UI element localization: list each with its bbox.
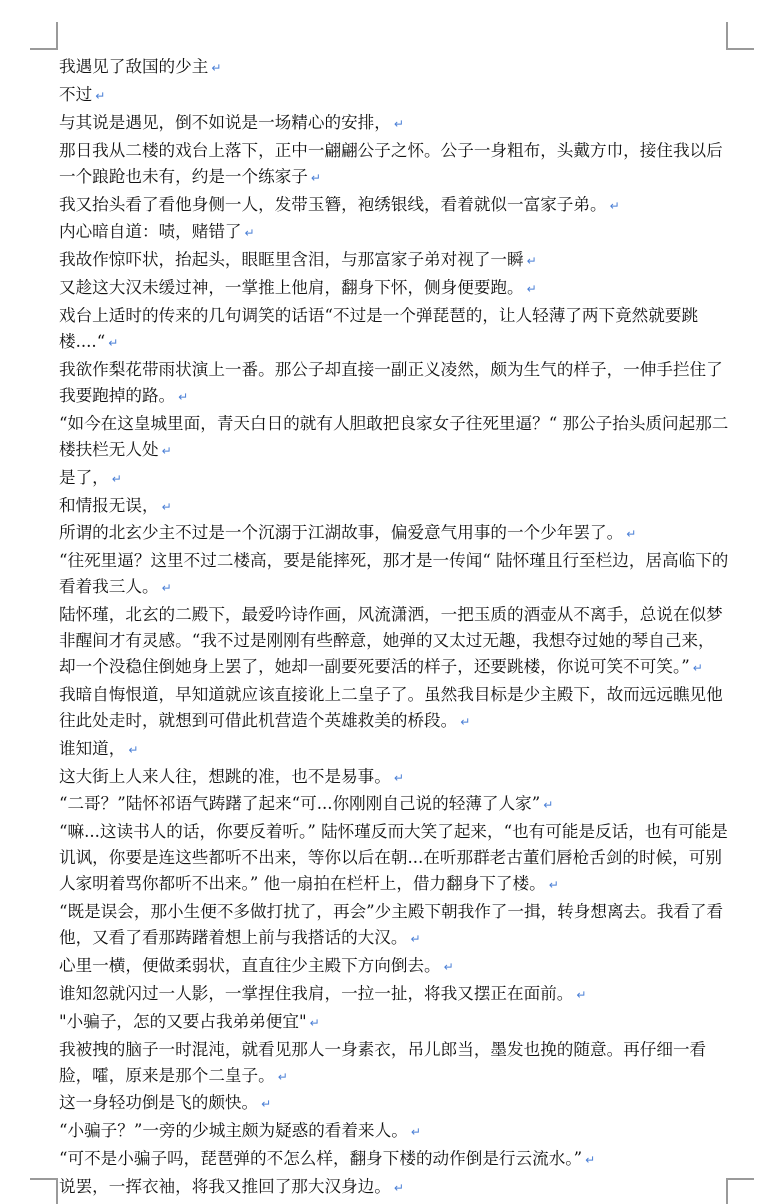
crop-mark-top-left <box>30 48 58 50</box>
document-body[interactable] <box>59 54 729 1202</box>
paragraph-mark-icon: ↵ <box>576 987 587 1002</box>
paragraph <box>59 899 729 953</box>
paragraph <box>59 791 729 819</box>
paragraph <box>59 247 729 275</box>
paragraph-text: 我又抬头看了看他身侧一人，发带玉簪，袍绣银线，看着就似一富家子弟。 <box>59 194 607 214</box>
crop-mark-top-right <box>726 48 754 50</box>
paragraph-mark-icon: ↵ <box>108 336 119 351</box>
paragraph-text: “嘛...这读书人的话，你要反着听。” 陆怀瑾反而大笑了起来，“也有可能是反话，也有可能是讥讽，你要是连这些都听不出来，等你以后在朝...在听那群老古董们唇枪舌剑的时候，可别人家明着骂你都听不出来。” 他一扇拍在栏杆上，借力翻身下了楼。 <box>59 822 728 894</box>
paragraph-mark-icon: ↵ <box>261 1097 272 1112</box>
paragraph <box>59 192 729 220</box>
paragraph <box>59 764 729 792</box>
crop-mark-bottom-left <box>56 1178 58 1204</box>
paragraph <box>59 1146 729 1174</box>
paragraph-mark-icon: ↵ <box>460 714 471 729</box>
paragraph <box>59 520 729 548</box>
paragraph-text: 说罢，一挥衣袖，将我又推回了那大汉身边。 <box>59 1177 391 1197</box>
paragraph-text: “既是误会，那小生便不多做打扰了，再会”少主殿下朝我作了一揖，转身想离去。我看了看他，又看了看那踌躇着想上前与我搭话的大汉。 <box>59 902 724 947</box>
paragraph-mark-icon: ↵ <box>211 61 222 75</box>
paragraph-mark-icon: ↵ <box>111 471 122 486</box>
paragraph-text: “往死里逼？这里不过二楼高，要是能摔死，那才是一传闻“ 陆怀瑾且行至栏边，居高临下的看着我三人。 <box>59 551 729 597</box>
paragraph-text: 那日我从二楼的戏台上落下，正中一翩翩公子之怀。公子一身粗布，头戴方巾，接住我以后一个踉跄也未有，约是一个练家子 <box>59 140 723 186</box>
paragraph-mark-icon: ↵ <box>393 116 404 131</box>
paragraph-mark-icon: ↵ <box>526 254 537 269</box>
paragraph-text: “小骗子？”一旁的少城主颇为疑惑的看着来人。 <box>59 1121 408 1141</box>
paragraph-mark-icon: ↵ <box>526 282 537 297</box>
paragraph-text: 谁知道， <box>59 738 126 758</box>
paragraph-text: 这一身轻功倒是飞的颇快。 <box>59 1093 259 1113</box>
paragraph <box>59 411 729 465</box>
paragraph-text: 内心暗自道：啧，赌错了 <box>59 222 242 242</box>
paragraph-text: 和情报无误， <box>59 495 159 515</box>
paragraph-mark-icon: ↵ <box>178 389 189 404</box>
crop-mark-bottom-right <box>726 1178 754 1180</box>
paragraph-mark-icon: ↵ <box>626 527 637 542</box>
paragraph-text: 与其说是遇见，倒不如说是一场精心的安排， <box>59 112 391 132</box>
paragraph-text: 戏台上适时的传来的几句调笑的话语“不过是一个弹琵琶的，让人轻薄了两下竟然就要跳楼....“ <box>59 306 699 352</box>
paragraph <box>59 275 729 303</box>
paragraph-mark-icon: ↵ <box>393 1181 404 1196</box>
paragraph <box>59 1009 729 1037</box>
paragraph <box>59 736 729 764</box>
paragraph-text: 谁知忽就闪过一人影，一掌捏住我肩，一拉一扯，将我又摆正在面前。 <box>59 983 574 1003</box>
paragraph-text: 我欲作梨花带雨状演上一番。那公子却直接一副正义凌然，颇为生气的样子，一伸手拦住了我要跑掉的路。 <box>59 359 723 405</box>
paragraph <box>59 82 729 110</box>
paragraph-mark-icon: ↵ <box>692 660 703 675</box>
paragraph-mark-icon: ↵ <box>543 798 554 813</box>
paragraph-mark-icon: ↵ <box>548 878 559 893</box>
paragraph-text: 这大街上人来人往，想跳的准，也不是易事。 <box>59 766 391 786</box>
paragraph <box>59 682 729 736</box>
paragraph-mark-icon: ↵ <box>161 443 172 458</box>
paragraph-mark-icon: ↵ <box>128 742 139 757</box>
paragraph-mark-icon: ↵ <box>443 959 454 974</box>
paragraph <box>59 819 729 899</box>
paragraph-mark-icon: ↵ <box>393 770 404 785</box>
paragraph-text: 不过 <box>59 84 93 104</box>
paragraph-text: “如今在这皇城里面，青天白日的就有人胆敢把良家女子往死里逼？“ 那公子抬头质问起那二楼扶栏无人处 <box>59 413 729 459</box>
paragraph-text: 所谓的北玄少主不过是一个沉溺于江湖故事，偏爱意气用事的一个少年罢了。 <box>59 523 624 543</box>
paragraph-mark-icon: ↵ <box>244 226 255 241</box>
paragraph <box>59 303 729 357</box>
paragraph-mark-icon: ↵ <box>161 499 172 514</box>
paragraph-text: 是了， <box>59 467 109 487</box>
paragraph-text: 我遇见了敌国的少主 <box>59 57 209 76</box>
paragraph <box>59 548 729 602</box>
paragraph-mark-icon: ↵ <box>277 1069 288 1084</box>
crop-mark-bottom-left <box>30 1178 58 1180</box>
paragraph-mark-icon: ↵ <box>161 581 172 596</box>
paragraph <box>59 465 729 493</box>
paragraph-text: “可不是小骗子吗，琵琶弹的不怎么样，翻身下楼的动作倒是行云流水。” <box>59 1149 583 1169</box>
crop-mark-top-left <box>56 22 58 50</box>
paragraph-text: “二哥？”陆怀祁语气踌躇了起来“可...你刚刚自己说的轻薄了人家” <box>59 794 541 814</box>
paragraph <box>59 138 729 192</box>
paragraph-text: 我故作惊吓状，抬起头，眼眶里含泪，与那富家子弟对视了一瞬 <box>59 250 524 270</box>
paragraph <box>59 1037 729 1091</box>
paragraph-text: 陆怀瑾，北玄的二殿下，最爱吟诗作画，风流潇洒，一把玉质的酒壶从不离手，总说在似梦非醒间才有灵感。“我不过是刚刚有些醉意，她弹的又太过无趣，我想夺过她的琴自己来，却一个没稳住倒她身上罢了，她却一副要死要活的样子，还要跳楼，你说可笑不可笑。” <box>59 605 723 676</box>
paragraph <box>59 493 729 521</box>
paragraph-text: "小骗子，怎的又要占我弟弟便宜" <box>59 1011 307 1031</box>
paragraph-mark-icon: ↵ <box>410 1125 421 1140</box>
paragraph-mark-icon: ↵ <box>309 1015 320 1030</box>
paragraph-text: 又趁这大汉未缓过神，一掌推上他肩，翻身下怀，侧身便要跑。 <box>59 278 524 298</box>
paragraph <box>59 602 729 682</box>
paragraph <box>59 1090 729 1118</box>
crop-mark-top-right <box>726 22 728 50</box>
paragraph-text: 心里一横，便做柔弱状，直直往少主殿下方向倒去。 <box>59 955 441 975</box>
paragraph-mark-icon: ↵ <box>585 1153 596 1168</box>
paragraph <box>59 1174 729 1202</box>
paragraph-text: 我暗自悔恨道，早知道就应该直接讹上二皇子了。虽然我目标是少主殿下，故而远远瞧见他往此处走时，就想到可借此机营造个英雄救美的桥段。 <box>59 684 723 730</box>
paragraph-text: 我被拽的脑子一时混沌，就看见那人一身素衣，吊儿郎当，墨发也挽的随意。再仔细一看脸，嚯，原来是那个二皇子。 <box>59 1039 707 1085</box>
paragraph <box>59 110 729 138</box>
paragraph <box>59 981 729 1009</box>
paragraph-mark-icon: ↵ <box>310 170 321 185</box>
paragraph <box>59 219 729 247</box>
paragraph <box>59 54 729 82</box>
paragraph-mark-icon: ↵ <box>410 932 421 946</box>
paragraph <box>59 953 729 981</box>
paragraph-mark-icon: ↵ <box>95 88 106 103</box>
paragraph-mark-icon: ↵ <box>609 198 620 213</box>
paragraph <box>59 1118 729 1146</box>
paragraph <box>59 357 729 411</box>
